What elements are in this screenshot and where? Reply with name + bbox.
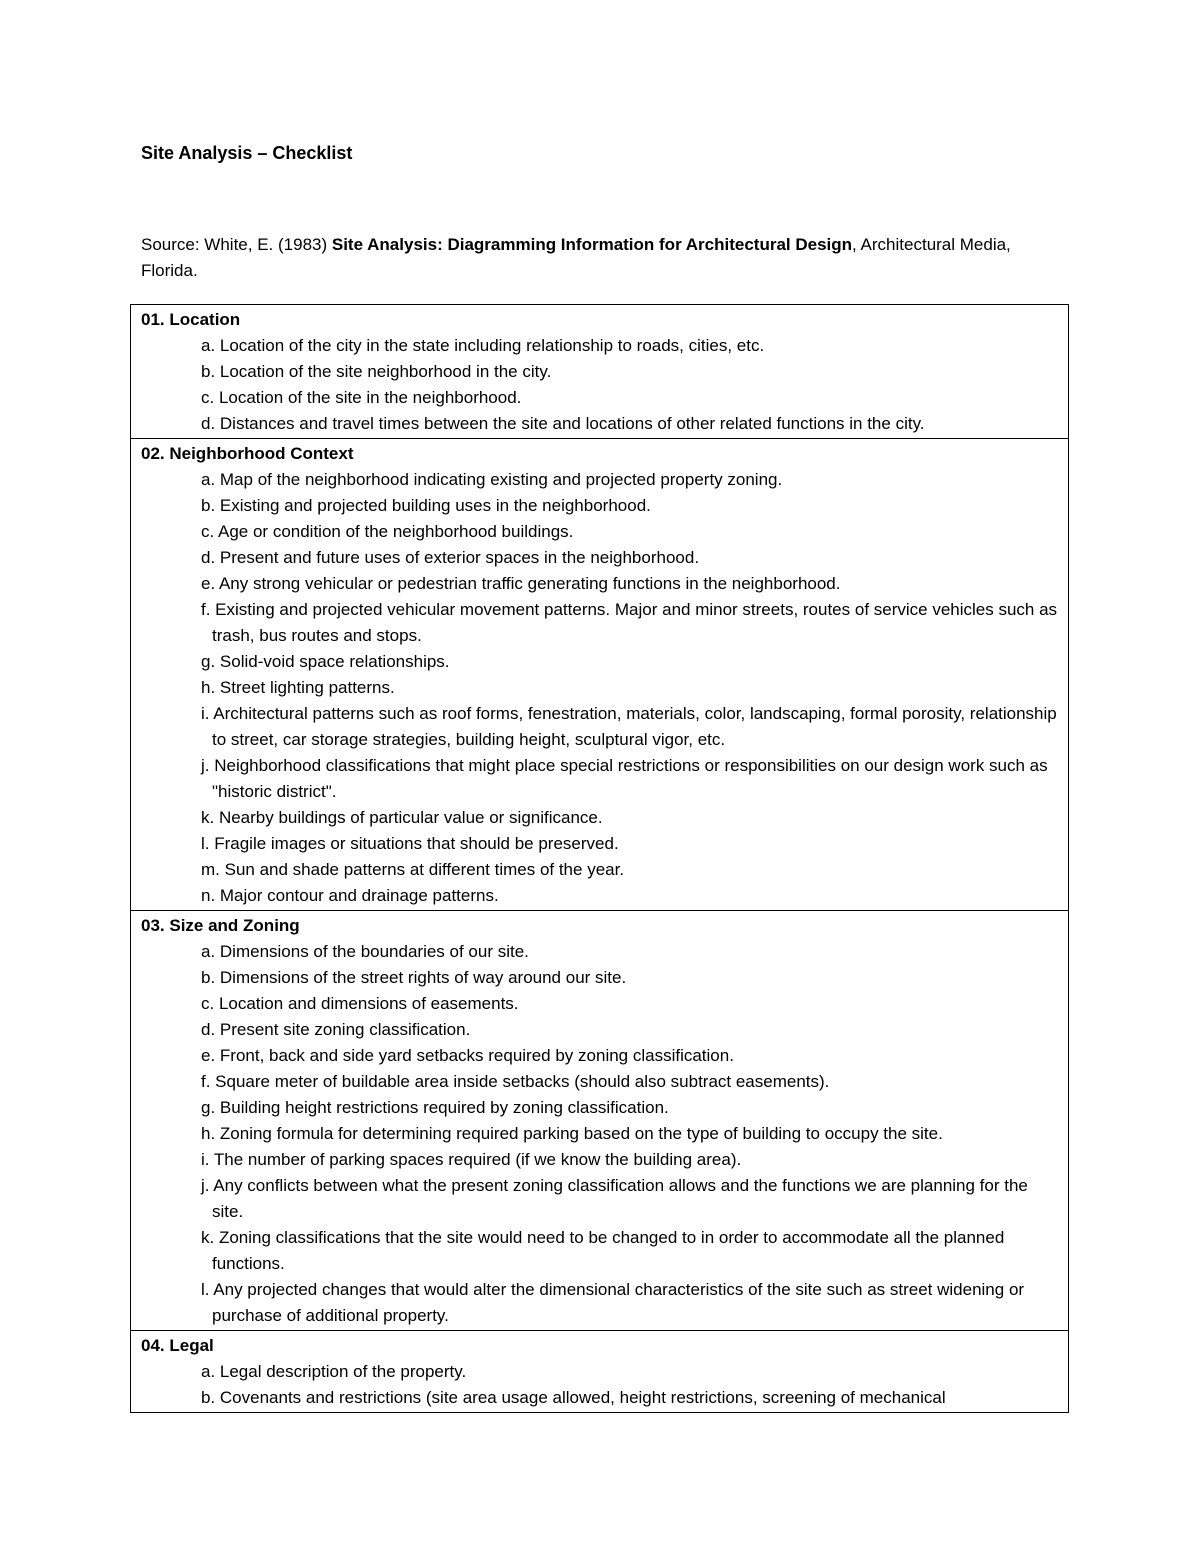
checklist-item: k. Nearby buildings of particular value or significance. [201, 808, 603, 827]
checklist-item: b. Dimensions of the street rights of way around our site. [201, 968, 627, 987]
section-heading: 03. Size and Zoning [141, 916, 300, 935]
checklist-items [141, 467, 1058, 909]
checklist-item: b. Existing and projected building uses in the neighborhood. [201, 496, 651, 515]
section-heading: 02. Neighborhood Context [141, 444, 354, 463]
checklist-item: d. Present and future uses of exterior spaces in the neighborhood. [201, 548, 700, 567]
source-prefix: Source: White, E. (1983) [141, 235, 332, 254]
checklist-item: g. Building height restrictions required by zoning classification. [201, 1098, 669, 1117]
checklist-item: k. Zoning classifications that the site would need to be changed to in order to accommodate all the planned functions. [201, 1228, 1005, 1273]
checklist-item: f. Square meter of buildable area inside setbacks (should also subtract easements). [201, 1072, 830, 1091]
section-cell [131, 305, 1069, 439]
checklist-table [130, 304, 1069, 1413]
checklist-item: b. Location of the site neighborhood in the city. [201, 362, 552, 381]
checklist-item: l. Fragile images or situations that should be preserved. [201, 834, 619, 853]
checklist-item: c. Location and dimensions of easements. [201, 994, 519, 1013]
checklist-item: h. Zoning formula for determining required parking based on the type of building to occupy the site. [201, 1124, 943, 1143]
checklist-item: a. Dimensions of the boundaries of our site. [201, 942, 529, 961]
checklist-item: n. Major contour and drainage patterns. [201, 886, 499, 905]
checklist-items [141, 1359, 1058, 1411]
section-row-location [131, 305, 1069, 439]
checklist-item: a. Legal description of the property. [201, 1362, 467, 1381]
section-cell [131, 439, 1069, 911]
checklist-item: j. Any conflicts between what the present zoning classification allows and the functions we are planning for the site. [201, 1176, 1028, 1221]
section-row-neighborhood-context [131, 439, 1069, 911]
source-citation [141, 232, 1071, 284]
checklist-item: c. Age or condition of the neighborhood buildings. [201, 522, 574, 541]
checklist-item: d. Present site zoning classification. [201, 1020, 471, 1039]
checklist-item: m. Sun and shade patterns at different times of the year. [201, 860, 625, 879]
checklist-item: i. Architectural patterns such as roof forms, fenestration, materials, color, landscaping, formal porosity, relationship to street, car storage strategies, building height, sculptural vigor, etc. [201, 704, 1057, 749]
source-suffix: , Architectural Media, Florida. [141, 235, 1011, 280]
checklist-item: e. Front, back and side yard setbacks required by zoning classification. [201, 1046, 734, 1065]
checklist-item: g. Solid-void space relationships. [201, 652, 450, 671]
checklist-item: a. Map of the neighborhood indicating existing and projected property zoning. [201, 470, 783, 489]
section-row-legal [131, 1331, 1069, 1413]
checklist-item: h. Street lighting patterns. [201, 678, 395, 697]
checklist-item: i. The number of parking spaces required (if we know the building area). [201, 1150, 742, 1169]
checklist-item: f. Existing and projected vehicular movement patterns. Major and minor streets, routes of service vehicles such as trash, bus routes and stops. [201, 600, 1058, 645]
section-cell [131, 1331, 1069, 1413]
section-heading: 04. Legal [141, 1336, 214, 1355]
source-book-title: Site Analysis: Diagramming Information for Architectural Design [331, 235, 853, 254]
page-title: Site Analysis – Checklist [141, 143, 353, 163]
checklist-items [141, 939, 1058, 1329]
checklist-item: a. Location of the city in the state including relationship to roads, cities, etc. [201, 336, 765, 355]
checklist-item: d. Distances and travel times between the site and locations of other related functions in the city. [201, 414, 925, 433]
section-heading: 01. Location [141, 310, 241, 329]
section-row-size-and-zoning [131, 911, 1069, 1331]
section-cell [131, 911, 1069, 1331]
checklist-item: b. Covenants and restrictions (site area usage allowed, height restrictions, screening of mechanical [201, 1388, 946, 1407]
checklist-item: l. Any projected changes that would alter the dimensional characteristics of the site such as street widening or purchase of additional property. [201, 1280, 1025, 1325]
checklist-item: c. Location of the site in the neighborhood. [201, 388, 522, 407]
checklist-item: j. Neighborhood classifications that might place special restrictions or responsibilities on our design work such as "historic district". [201, 756, 1048, 801]
checklist-items [141, 333, 1058, 437]
checklist-item: e. Any strong vehicular or pedestrian traffic generating functions in the neighborhood. [201, 574, 841, 593]
